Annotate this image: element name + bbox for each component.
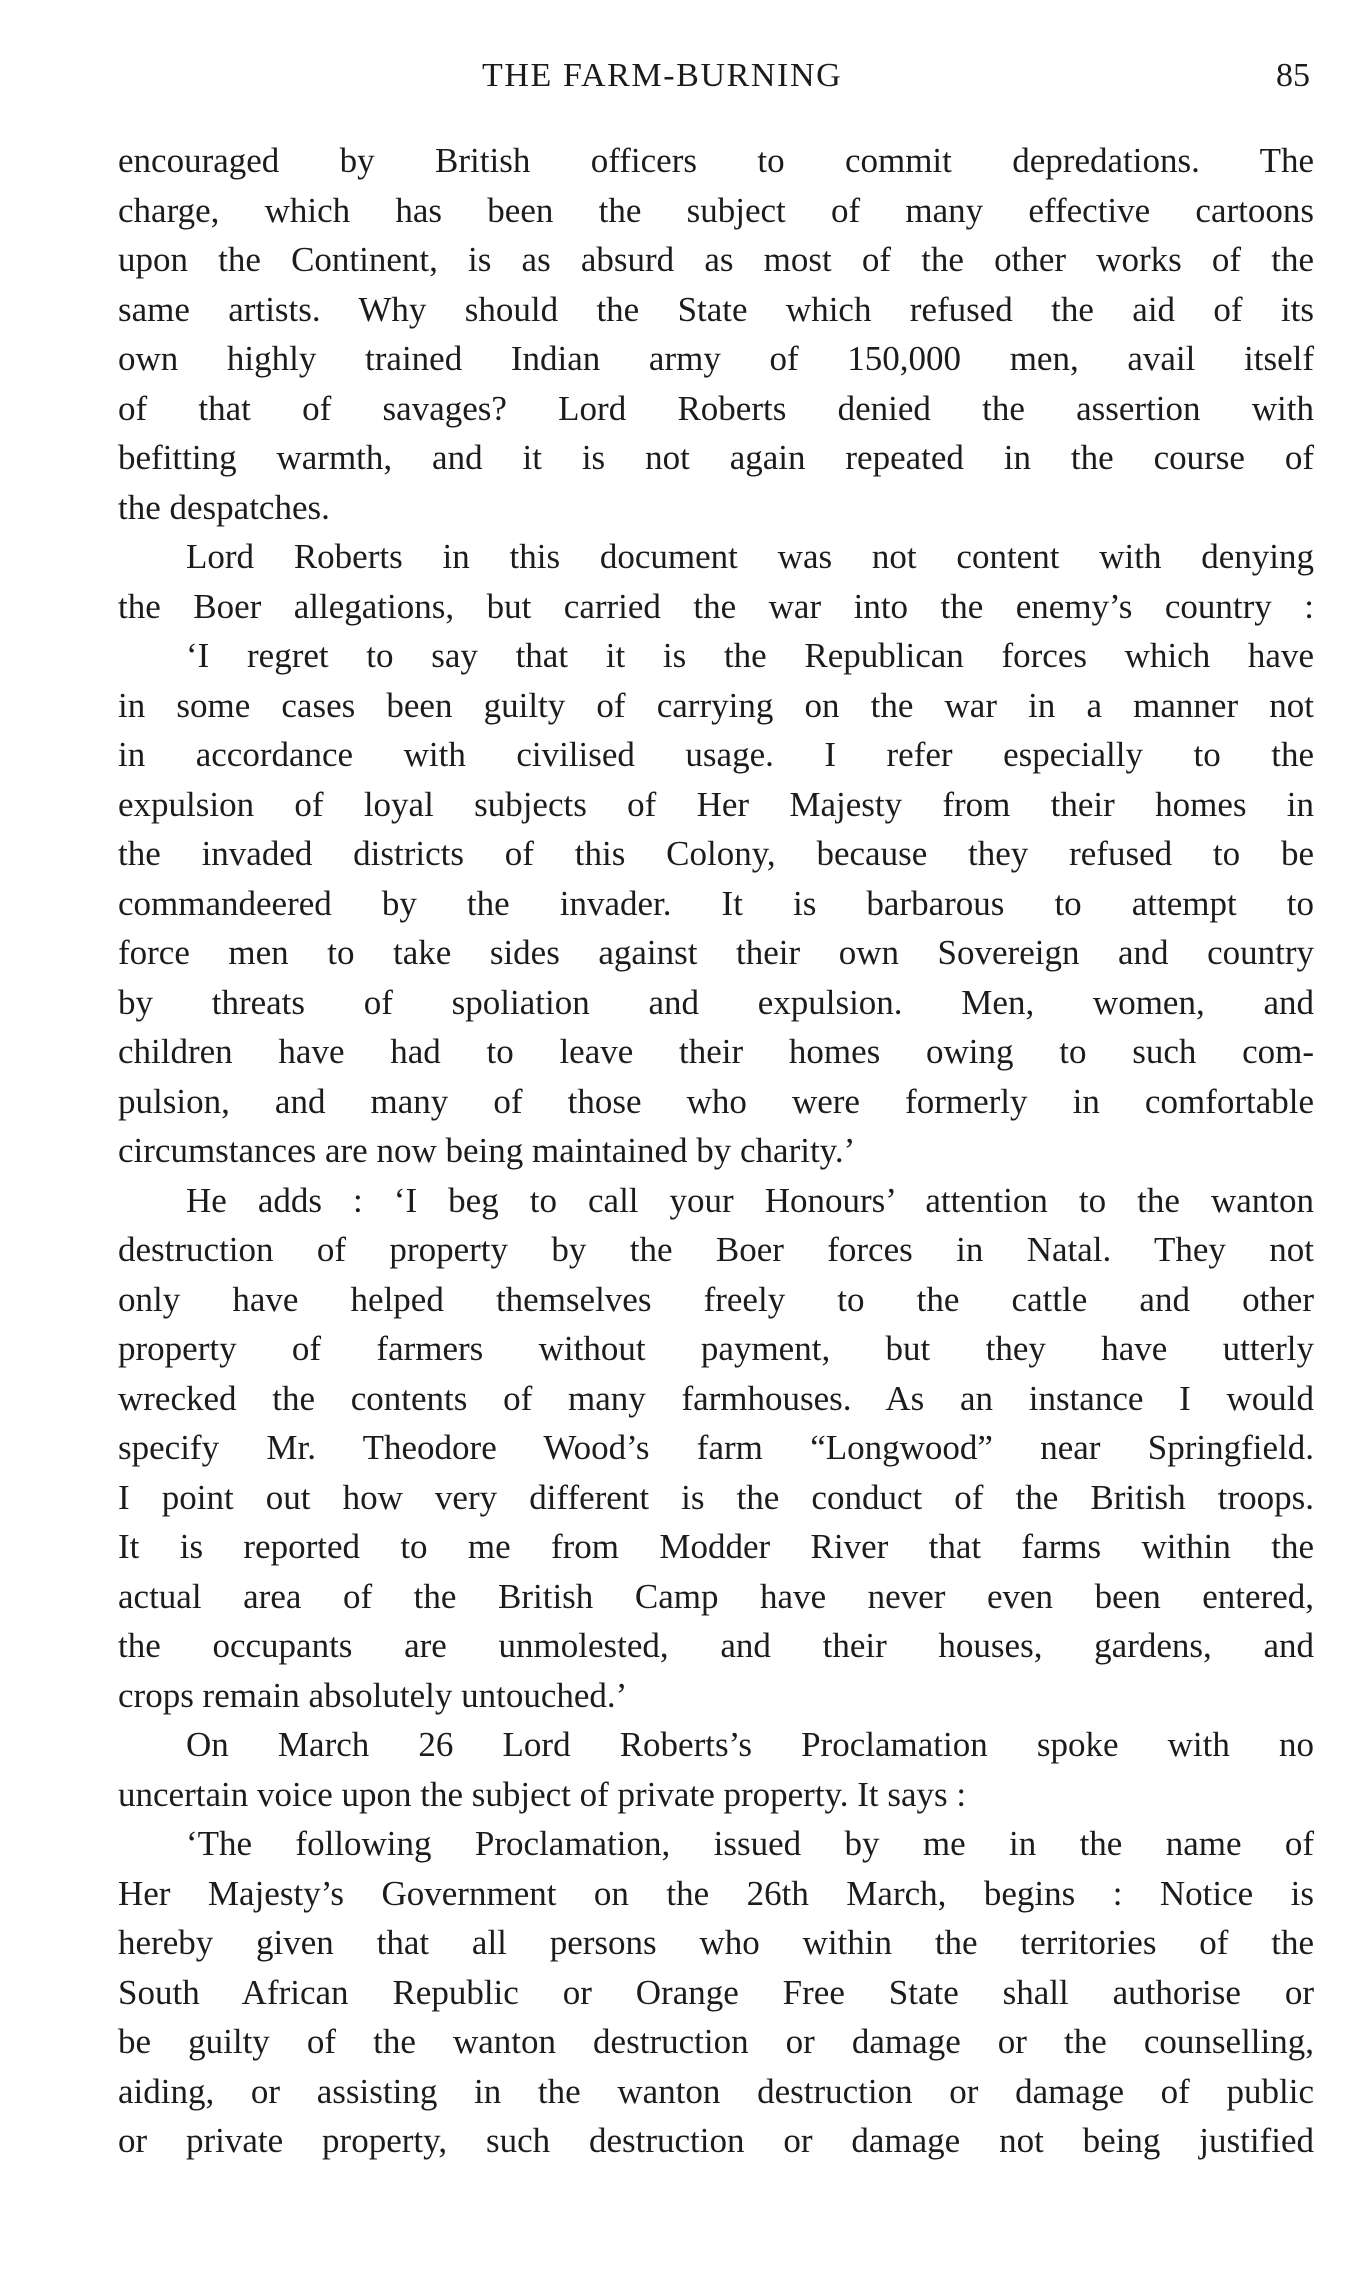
text-line: the invaded districts of this Colony, because they refused to be bbox=[118, 834, 1314, 873]
text-line: children have had to leave their homes owing to such com- bbox=[118, 1032, 1314, 1071]
text-line: wrecked the contents of many farmhouses. As an instance I would bbox=[118, 1378, 1314, 1418]
body-text bbox=[118, 136, 1314, 2166]
text-line: He adds : ‘I beg to call your Honours’ attention to the wanton bbox=[186, 1180, 1314, 1220]
text-line: I point out how very different is the conduct of the British troops. bbox=[118, 1477, 1314, 1517]
text-line: circumstances are now being maintained by charity.’ bbox=[118, 1131, 856, 1170]
text-line: encouraged by British officers to commit depredations. The bbox=[118, 141, 1314, 180]
text-line: destruction of property by the Boer forces in Natal. They not bbox=[118, 1230, 1314, 1269]
text-line: be guilty of the wanton destruction or damage or the counselling, bbox=[118, 2022, 1314, 2061]
text-line: uncertain voice upon the subject of private property. It says : bbox=[118, 1774, 967, 1814]
text-line: Lord Roberts in this document was not content with denying bbox=[186, 537, 1314, 576]
text-line: ‘I regret to say that it is the Republican forces which have bbox=[186, 636, 1314, 675]
running-header bbox=[0, 56, 1364, 96]
text-line: force men to take sides against their own Sovereign and country bbox=[118, 933, 1314, 972]
text-line: expulsion of loyal subjects of Her Majesty from their homes in bbox=[118, 784, 1314, 824]
text-line: actual area of the British Camp have never even been entered, bbox=[118, 1576, 1314, 1616]
text-line: by threats of spoliation and expulsion. Men, women, and bbox=[118, 982, 1314, 1022]
text-line: in accordance with civilised usage. I refer especially to the bbox=[118, 735, 1314, 774]
text-line: On March 26 Lord Roberts’s Proclamation spoke with no bbox=[186, 1725, 1314, 1764]
text-line: crops remain absolutely untouched.’ bbox=[118, 1675, 628, 1715]
text-line: the occupants are unmolested, and their houses, gardens, and bbox=[118, 1626, 1314, 1665]
text-line: of that of savages? Lord Roberts denied the assertion with bbox=[118, 388, 1314, 428]
text-line: in some cases been guilty of carrying on the war in a manner not bbox=[118, 685, 1314, 725]
text-line: charge, which has been the subject of many effective cartoons bbox=[118, 190, 1314, 230]
text-line: befitting warmth, and it is not again repeated in the course of bbox=[118, 438, 1314, 477]
text-line: same artists. Why should the State which refused the aid of its bbox=[118, 289, 1314, 329]
text-line: pulsion, and many of those who were formerly in comfortable bbox=[118, 1081, 1314, 1121]
text-line: Her Majesty’s Government on the 26th March, begins : Notice is bbox=[118, 1873, 1314, 1913]
text-line: commandeered by the invader. It is barbarous to attempt to bbox=[118, 883, 1314, 923]
text-line: the despatches. bbox=[118, 487, 330, 527]
text-line: hereby given that all persons who within the territories of the bbox=[118, 1923, 1314, 1962]
text-line: or private property, such destruction or damage not being justified bbox=[118, 2121, 1314, 2160]
text-line: property of farmers without payment, but they have utterly bbox=[118, 1329, 1314, 1368]
page-number: 85 bbox=[1276, 57, 1310, 94]
text-line: It is reported to me from Modder River that farms within the bbox=[118, 1527, 1314, 1566]
text-line: the Boer allegations, but carried the war into the enemy’s country : bbox=[118, 586, 1314, 626]
text-line: South African Republic or Orange Free State shall authorise or bbox=[118, 1972, 1314, 2012]
running-title: THE FARM-BURNING bbox=[482, 57, 843, 94]
text-line: own highly trained Indian army of 150,000 men, avail itself bbox=[118, 339, 1314, 378]
text-line: upon the Continent, is as absurd as most of the other works of the bbox=[118, 240, 1314, 279]
text-line: only have helped themselves freely to the cattle and other bbox=[118, 1279, 1314, 1319]
text-line: ‘The following Proclamation, issued by me in the name of bbox=[186, 1824, 1314, 1863]
text-line: aiding, or assisting in the wanton destruction or damage of public bbox=[118, 2071, 1314, 2111]
text-line: specify Mr. Theodore Wood’s farm “Longwood” near Springfield. bbox=[118, 1428, 1314, 1467]
